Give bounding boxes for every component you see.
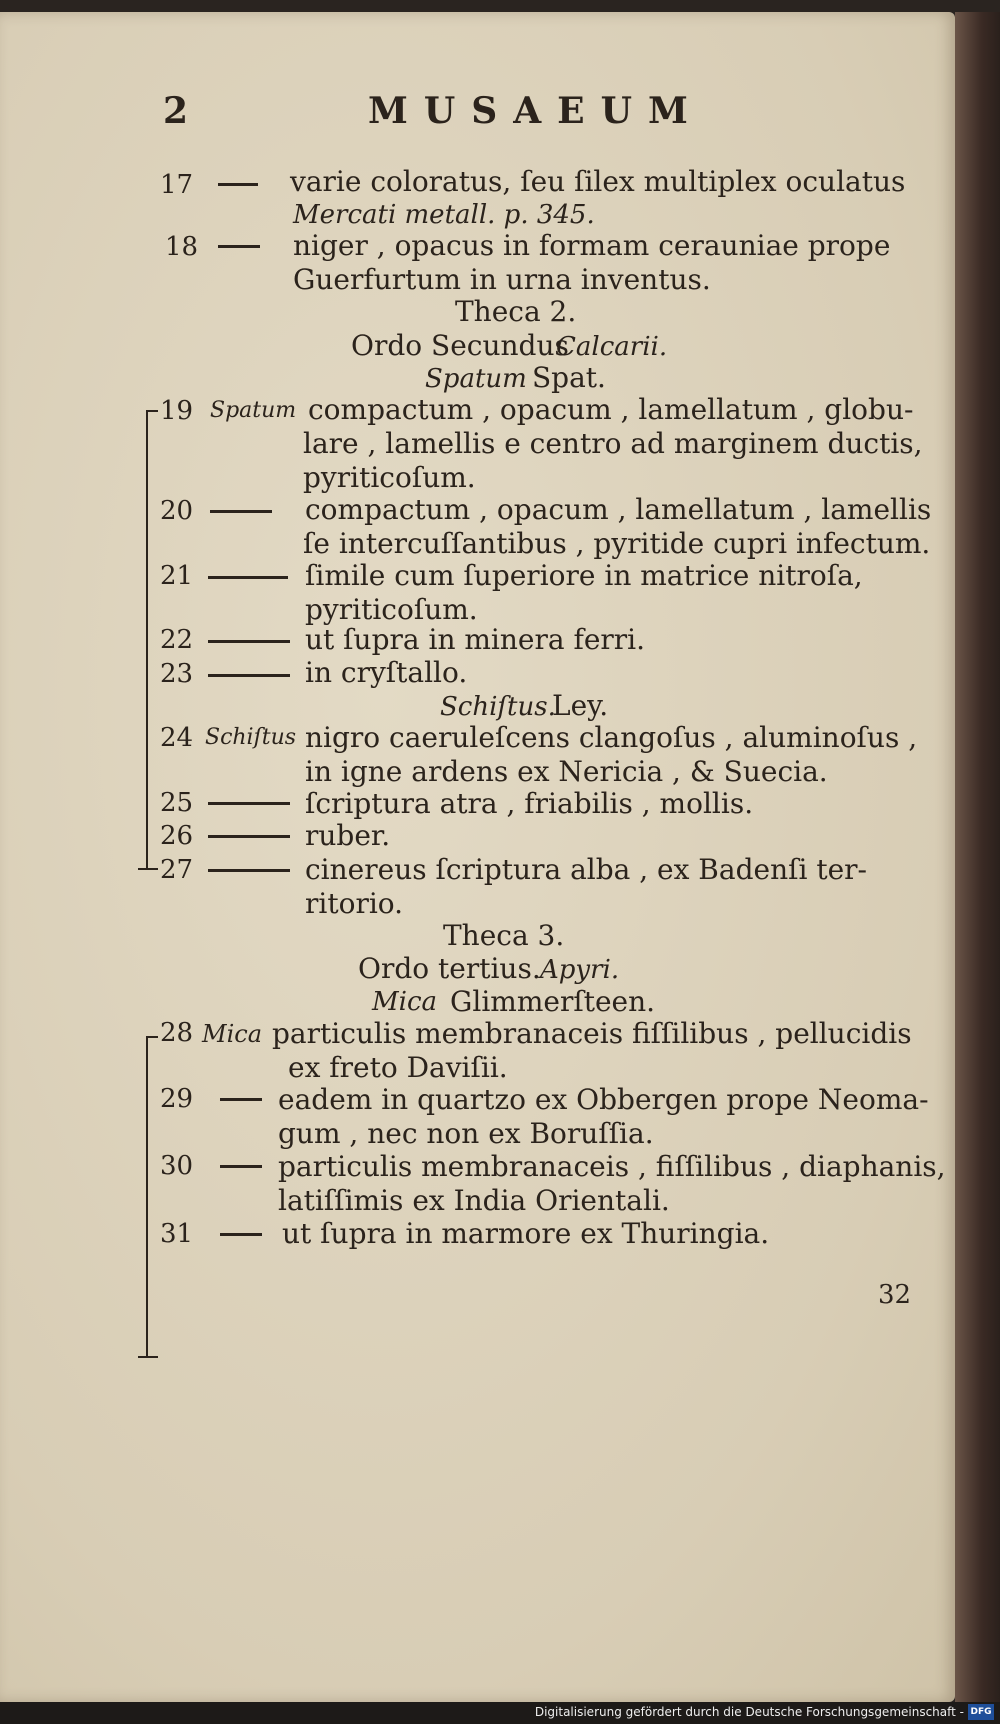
genus-heading-italic: Spatum — [425, 364, 527, 394]
ditto-dash — [208, 640, 290, 643]
ditto-dash — [220, 1098, 262, 1101]
entry-text: in cryſtallo. — [305, 656, 468, 689]
order-heading-italic: Apyri. — [540, 955, 620, 985]
entry-text: in igne ardens ex Nericia , & Suecia. — [305, 755, 828, 788]
entry-text: compactum , opacum , lamellatum , globu- — [308, 393, 914, 426]
entry-text: niger , opacus in formam cerauniae prope — [293, 229, 891, 262]
entry-text: Guerfurtum in urna inventus. — [293, 263, 711, 296]
entry-text: ſe intercuſſantibus , pyritide cupri infectum. — [303, 527, 931, 560]
entry-genus: Mica — [202, 1020, 262, 1048]
entry-number: 26 — [160, 821, 194, 851]
dfg-logo[interactable]: DFG — [968, 1704, 994, 1720]
entry-number: 18 — [165, 232, 199, 262]
entry-number: 21 — [160, 561, 194, 591]
genus-heading: Ley. — [552, 689, 609, 722]
ditto-dash — [218, 183, 258, 186]
entry-number: 22 — [160, 625, 194, 655]
entry-text: compactum , opacum , lamellatum , lamellis — [305, 493, 932, 526]
order-heading: Ordo Secundus — [351, 329, 569, 362]
entry-text: particulis membranaceis fiſſilibus , pellucidis — [272, 1017, 912, 1050]
entry-genus: Spatum — [210, 398, 297, 423]
ditto-dash — [210, 510, 272, 513]
genus-heading: Spat. — [532, 361, 606, 394]
entry-text: Mercati metall. p. 345. — [293, 200, 595, 230]
entry-text: latiſſimis ex India Orientali. — [278, 1184, 670, 1217]
entry-text: cinereus ſcriptura alba , ex Badenſi ter- — [305, 853, 867, 886]
entry-number: 30 — [160, 1151, 194, 1181]
entry-text: ex freto Daviſii. — [288, 1051, 508, 1084]
group-bracket — [146, 1036, 148, 1356]
ditto-dash — [220, 1233, 262, 1236]
section-heading: Theca 3. — [443, 919, 565, 952]
entry-number: 20 — [160, 496, 194, 526]
section-heading: Theca 2. — [455, 295, 577, 328]
ditto-dash — [208, 674, 290, 677]
entry-text: ſimile cum ſuperiore in matrice nitroſa, — [305, 559, 863, 592]
entry-text: ut ſupra in minera ferri. — [305, 623, 646, 656]
bracket-tick — [146, 1036, 158, 1038]
entry-number: 29 — [160, 1084, 194, 1114]
ditto-dash — [208, 869, 290, 872]
entry-number: 24 — [160, 723, 194, 753]
running-title: MUSAEUM — [368, 90, 704, 132]
entry-text: pyriticoſum. — [303, 461, 476, 494]
book-edge — [955, 12, 1000, 1702]
entry-text: nigro caeruleſcens clangoſus , aluminoſus , — [305, 721, 918, 754]
entry-number: 27 — [160, 855, 194, 885]
entry-text: particulis membranaceis , fiſſilibus , diaphanis, — [278, 1150, 946, 1183]
entry-text: lare , lamellis e centro ad marginem ductis, — [303, 427, 923, 460]
ditto-dash — [208, 802, 290, 805]
entry-text: pyriticoſum. — [305, 593, 478, 626]
ditto-dash — [220, 1165, 262, 1168]
entry-text: ſcriptura atra , friabilis , mollis. — [305, 787, 754, 820]
bracket-tick — [146, 410, 158, 412]
ditto-dash — [208, 835, 290, 838]
order-heading: Ordo tertius. — [358, 952, 541, 985]
footer-credit: Digitalisierung gefördert durch die Deutsche Forschungsgemeinschaft - — [534, 1705, 964, 1719]
entry-text: ritorio. — [305, 887, 404, 920]
entry-text: ruber. — [305, 819, 391, 852]
entry-number: 17 — [160, 170, 194, 200]
ditto-dash — [218, 245, 260, 248]
bracket-tick — [138, 868, 158, 870]
entry-text: eadem in quartzo ex Obbergen prope Neoma- — [278, 1083, 929, 1116]
genus-heading-italic: Mica — [372, 987, 437, 1017]
page-number: 2 — [163, 90, 205, 132]
genus-heading-italic: Schiſtus. — [440, 692, 556, 722]
entry-number: 23 — [160, 659, 194, 689]
entry-text: ut ſupra in marmore ex Thuringia. — [282, 1217, 770, 1250]
entry-number: 19 — [160, 396, 194, 426]
catchword: 32 — [878, 1280, 912, 1310]
genus-heading: Glimmerſteen. — [450, 985, 656, 1018]
entry-text: varie coloratus, ſeu ſilex multiplex oculatus — [290, 165, 906, 198]
entry-number: 31 — [160, 1219, 194, 1249]
entry-text: gum , nec non ex Boruſſia. — [278, 1117, 654, 1150]
group-bracket — [146, 410, 148, 868]
bracket-tick — [138, 1356, 158, 1358]
ditto-dash — [208, 576, 288, 579]
entry-genus: Schiſtus — [205, 725, 297, 750]
entry-number: 25 — [160, 788, 194, 818]
order-heading-italic: Calcarii. — [556, 332, 668, 362]
entry-number: 28 — [160, 1018, 194, 1048]
